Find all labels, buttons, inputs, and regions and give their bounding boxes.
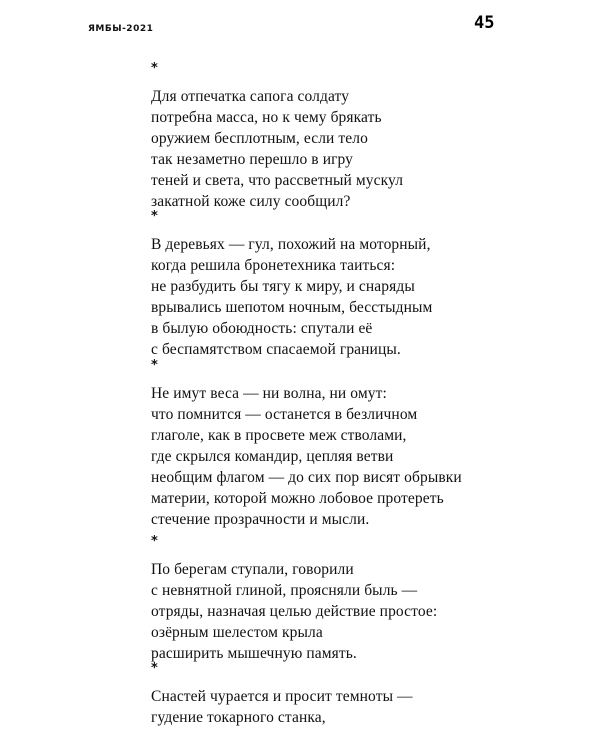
poem-line: расширить мышечную память. bbox=[151, 645, 357, 662]
poem-line: не разбудить бы тягу к миру, и снаряды bbox=[151, 278, 415, 295]
poem-line: с беспамятством спасаемой границы. bbox=[151, 341, 401, 358]
poem-line: необщим флагом — до сих пор висят обрывки bbox=[151, 469, 462, 486]
poem-line: Не имут веса — ни волна, ни омут: bbox=[151, 385, 387, 402]
poem-line: оружием бесплотным, если тело bbox=[151, 130, 368, 147]
poem-line: Для отпечатка сапога солдату bbox=[151, 88, 350, 105]
poem-line: где скрылся командир, цепляя ветви bbox=[151, 448, 394, 465]
poem-line: с невнятной глиной, проясняли быль — bbox=[151, 582, 418, 599]
poem-line: По берегам ступали, говорили bbox=[151, 561, 354, 578]
poem-line: Снастей чурается и просит темноты — bbox=[151, 688, 413, 705]
poem-line: закатной коже силу сообщил? bbox=[151, 193, 351, 210]
poem bbox=[151, 662, 551, 728]
asterisk-divider: * bbox=[151, 209, 158, 224]
poem-line: гудение токарного станка, bbox=[151, 709, 326, 726]
poem-line: В деревьях — гул, похожий на моторный, bbox=[151, 236, 431, 253]
poem bbox=[151, 210, 551, 360]
page-number: 45 bbox=[474, 13, 495, 33]
poem bbox=[151, 62, 551, 212]
asterisk-divider: * bbox=[151, 358, 158, 373]
poem-line: стечение прозрачности и мысли. bbox=[151, 511, 370, 528]
poem bbox=[151, 359, 551, 530]
poem-line: потребна масса, но к чему брякать bbox=[151, 109, 382, 126]
poem-line: когда решила бронетехника таиться: bbox=[151, 257, 396, 274]
poem-line: в былую обоюдность: спутали её bbox=[151, 320, 373, 337]
asterisk-divider: * bbox=[151, 534, 158, 549]
poem-line: озёрным шелестом крыла bbox=[151, 624, 323, 641]
poem-line: врывались шепотом ночным, бесстыдным bbox=[151, 299, 433, 316]
poem bbox=[151, 535, 551, 664]
poem-line: что помнится — останется в безличном bbox=[151, 406, 418, 423]
poem-line: отряды, назначая целью действие простое: bbox=[151, 603, 438, 620]
poem-line: теней и света, что рассветный мускул bbox=[151, 172, 404, 189]
running-head: ЯМБЫ-2021 bbox=[88, 24, 154, 34]
poem-line: глаголе, как в просвете меж стволами, bbox=[151, 427, 407, 444]
asterisk-divider: * bbox=[151, 61, 158, 76]
poem-line: материи, которой можно лобовое протереть bbox=[151, 490, 444, 507]
poem-line: так незаметно перешло в игру bbox=[151, 151, 354, 168]
asterisk-divider: * bbox=[151, 661, 158, 676]
